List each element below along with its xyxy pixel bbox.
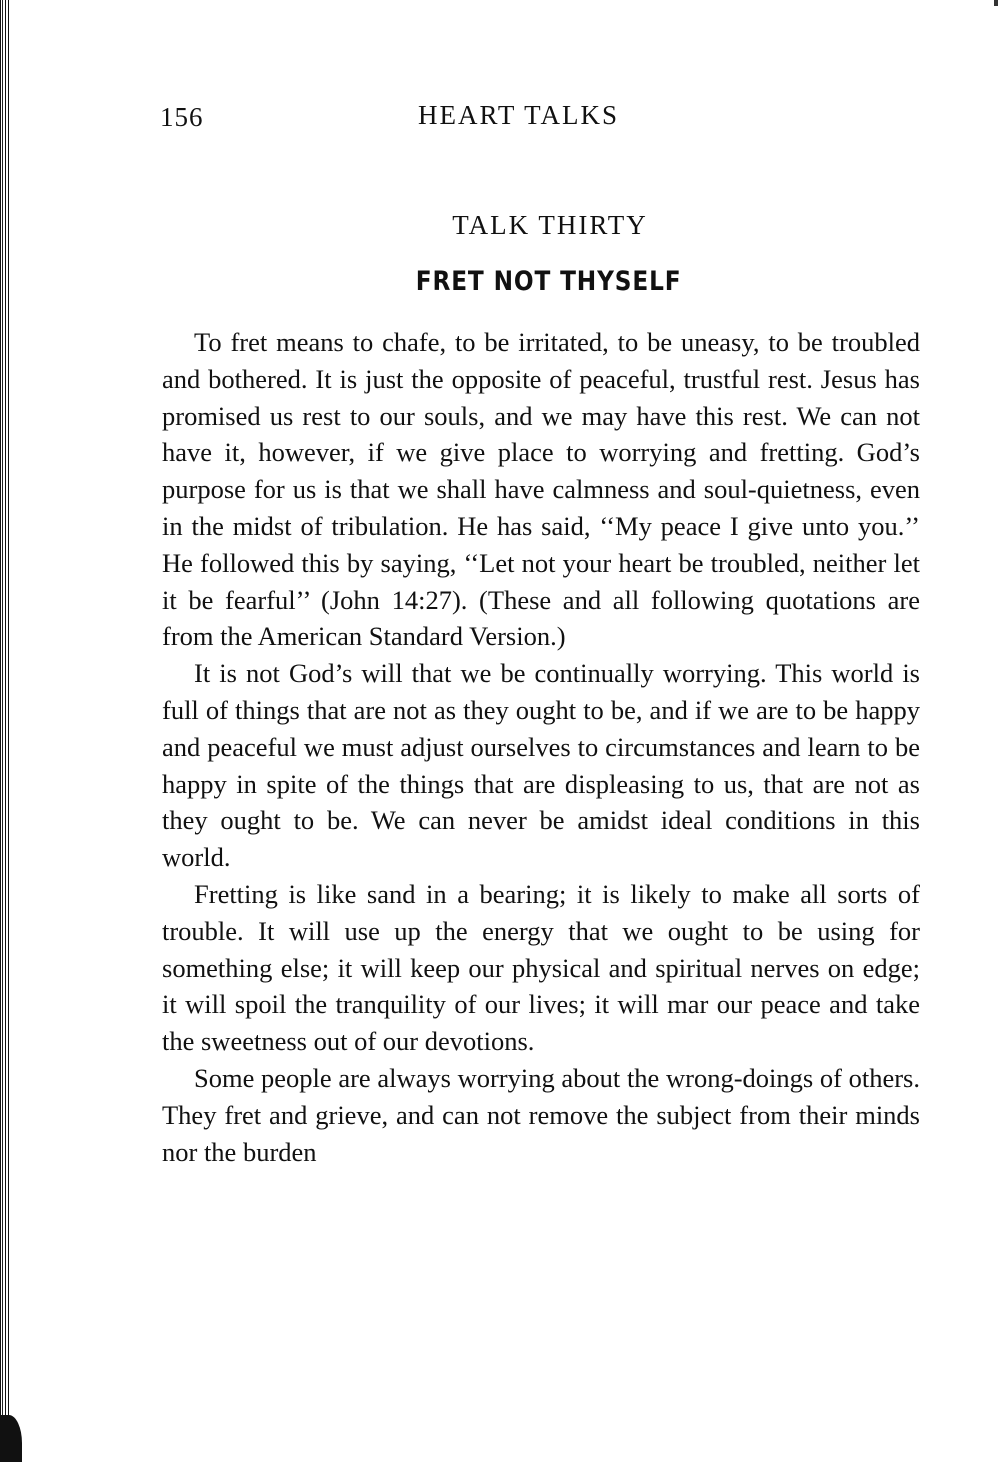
body-text — [162, 324, 920, 1170]
page-number: 156 — [160, 102, 204, 132]
chapter-title: FRET NOT THYSELF — [415, 266, 682, 297]
binding-shadow — [0, 1415, 22, 1462]
paragraph: To fret means to chafe, to be irritated, to be uneasy, to be troubled and bothered. It is just the opposite of peaceful, trustful rest. Jesus has promised us rest to our souls, and we may have this rest. We can not have it, however, if we give place to worrying and fretting. God’s purpose for us is that we shall have calmness and soul-quietness, even in the midst of tribulation. He has said, ‘‘My peace I give unto you.’’ He followed this by saying, ‘‘Let not your heart be troubled, neither let it be fearful’’ (John 14:27). (These and all following quotations are from the American Standard Version.) — [162, 327, 920, 652]
paragraph: It is not God’s will that we be continually worrying. This world is full of things that are not as they ought to be, and if we are to be happy and peaceful we must adjust ourselves to circumstances and learn to be happy in spite of the things that are displeasing to us, that are not as they ought to be. We can never be amidst ideal conditions in this world. — [162, 658, 920, 873]
book-title: HEART TALKS — [418, 100, 619, 130]
paragraph: Some people are always worrying about the wrong-doings of others. They fret and grieve, and can not remove the subject from their minds nor the burden — [162, 1062, 920, 1167]
running-head — [160, 100, 920, 140]
book-binding-edge — [0, 0, 10, 1462]
scan-mark — [994, 0, 998, 6]
talk-number: TALK THIRTY — [452, 210, 648, 240]
paragraph: Fretting is like sand in a bearing; it is likely to make all sorts of trouble. It will use up the energy that we ought to be using for something else; it will keep our physical and spiritual nerves on edge; it will spoil the tranquility of our lives; it will mar our peace and take the sweetness out of our devotions. — [162, 878, 920, 1057]
